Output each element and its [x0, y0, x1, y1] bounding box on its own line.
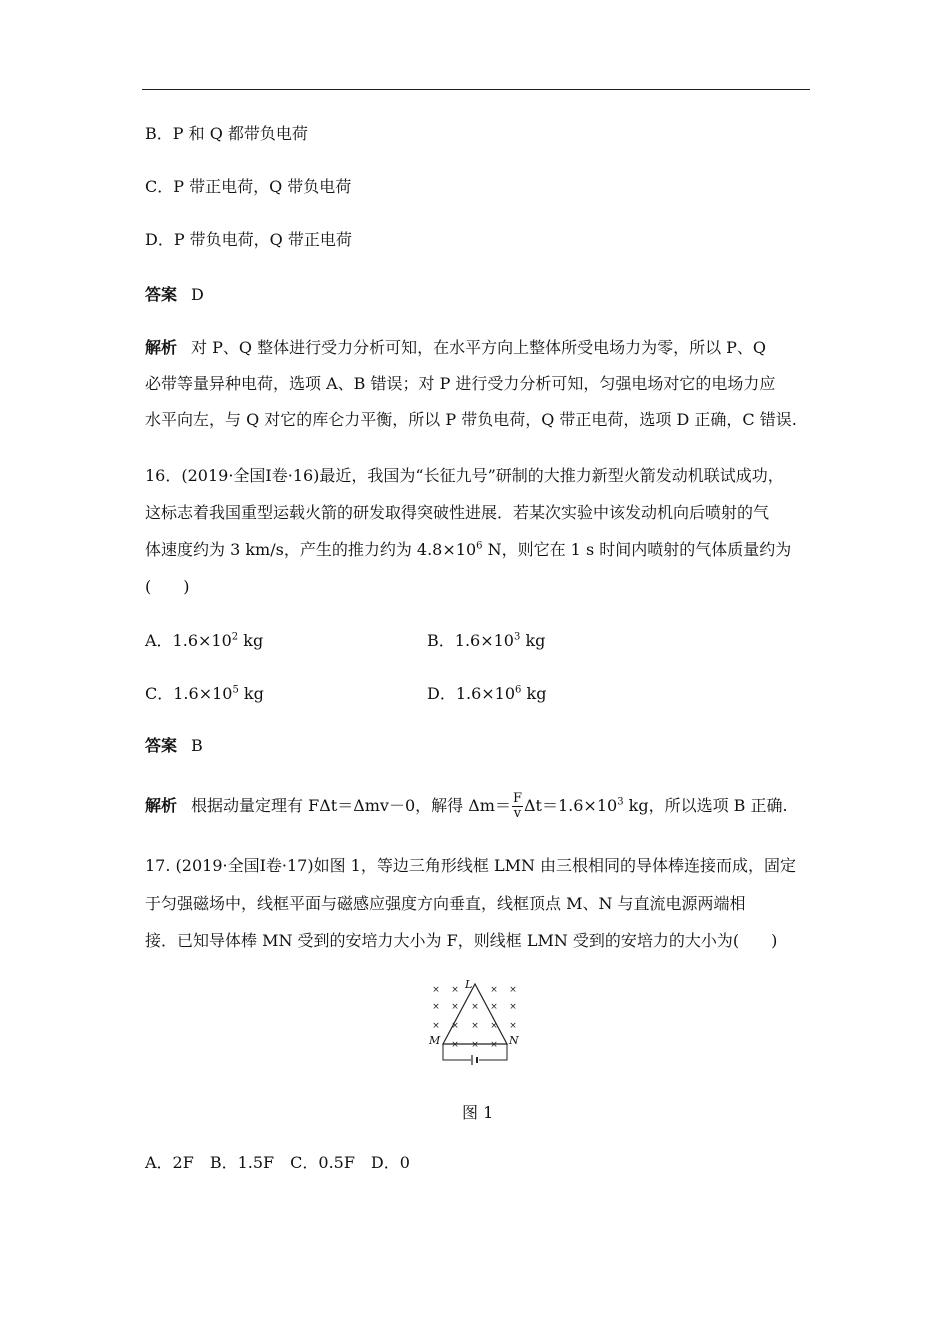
q15-answer: [145, 285, 204, 305]
svg-text:×: ×: [471, 1021, 479, 1031]
q16-option-d: D．$1.6\times 10^6$ kg: [427, 684, 547, 703]
svg-text:×: ×: [451, 985, 459, 995]
q15-analysis-line2: 必带等量异种电荷，选项 A、B 错误；对 P 进行受力分析可知，匀强电场对它的电场力应: [145, 374, 776, 393]
svg-text:×: ×: [490, 1040, 498, 1050]
q15-option-b: B．P 和 Q 都带负电荷: [145, 124, 308, 143]
svg-text:×: ×: [490, 1002, 498, 1012]
svg-text:×: ×: [509, 1021, 517, 1031]
svg-text:×: ×: [471, 1040, 479, 1050]
q15-option-c: C．P 带正电荷，Q 带负电荷: [145, 177, 352, 196]
q16-stem-line2: 这标志着我国重型运载火箭的研发取得突破性进展．若某次实验中该发动机向后喷射的气: [145, 503, 770, 522]
q17-options: A．2F B．1.5F C．0.5F D．0: [145, 1153, 410, 1172]
q16-stem-line4: ( ): [145, 577, 190, 596]
figure-caption: 图 1: [462, 1103, 494, 1122]
q16-options-row1: [145, 631, 263, 651]
svg-text:×: ×: [432, 1002, 440, 1012]
header-rule: [142, 89, 810, 90]
vertex-label-M: M: [429, 1034, 441, 1047]
svg-text:×: ×: [490, 985, 498, 995]
svg-text:×: ×: [451, 1040, 459, 1050]
q17-stem-line3: 接．已知导体棒 MN 受到的安培力大小为 F，则线框 LMN 受到的安培力的大小为( ): [145, 931, 778, 950]
q17-stem-line1: 17. (2019·全国Ⅰ卷·17)如图 1，等边三角形线框 LMN 由三根相同的导体棒连接而成，固定: [145, 856, 797, 875]
q16-analysis: 解析 根据动量定理有 FΔt＝Δmv－0，解得 Δm＝ $\frac{F}{v}$ $\Delta t=1.6\times 10^3$ kg，所以选项 B 正确.: [145, 791, 788, 821]
answer-value: D: [191, 285, 204, 304]
svg-text:×: ×: [490, 1021, 498, 1031]
q17-stem-line2: 于匀强磁场中，线框平面与磁感应强度方向垂直，线框顶点 M、N 与直流电源两端相: [145, 894, 746, 913]
svg-text:×: ×: [509, 1002, 517, 1012]
vertex-label-L: L: [465, 978, 473, 991]
svg-text:×: ×: [471, 1002, 479, 1012]
q15-analysis-line1: [145, 338, 766, 358]
analysis-text: 对 P、Q 整体进行受力分析可知，在水平方向上整体所受电场力为零，所以 P、Q: [191, 338, 767, 357]
q16-option-a: A．$1.6\times 10^2$ kg: [145, 631, 264, 650]
q16-answer: [145, 736, 203, 756]
answer-label: 答案: [145, 285, 178, 304]
svg-text:×: ×: [451, 1021, 459, 1031]
q15-option-d: D．P 带负电荷，Q 带正电荷: [145, 230, 352, 249]
vertex-label-N: N: [509, 1034, 519, 1047]
q16-option-b: B．$1.6\times 10^3$ kg: [427, 631, 546, 650]
answer-value: B: [191, 736, 203, 755]
svg-text:×: ×: [432, 985, 440, 995]
answer-label: 答案: [145, 736, 178, 755]
svg-text:×: ×: [509, 985, 517, 995]
q16-stem-line1: 16．(2019·全国Ⅰ卷·16)最近，我国为“长征九号”研制的大推力新型火箭发动机联试成功，: [145, 466, 784, 485]
analysis-label: 解析: [145, 796, 178, 815]
fraction-F-over-v: $\frac{F}{v}$: [512, 791, 522, 821]
triangle-circuit-figure: [425, 978, 525, 1070]
analysis-label: 解析: [145, 338, 178, 357]
q15-analysis-line3: 水平向左，与 Q 对它的库仑力平衡，所以 P 带负电荷，Q 带正电荷，选项 D 正确，C 错误.: [145, 410, 797, 429]
svg-text:×: ×: [432, 1021, 440, 1031]
svg-text:×: ×: [451, 1002, 459, 1012]
q16-option-c: C．$1.6\times 10^5$ kg: [145, 684, 264, 703]
q16-stem-line3: 体速度约为 3 km/s，产生的推力约为 $4.8\times 10^6$ N，则它在 1 s 时间内喷射的气体质量约为: [145, 540, 792, 559]
